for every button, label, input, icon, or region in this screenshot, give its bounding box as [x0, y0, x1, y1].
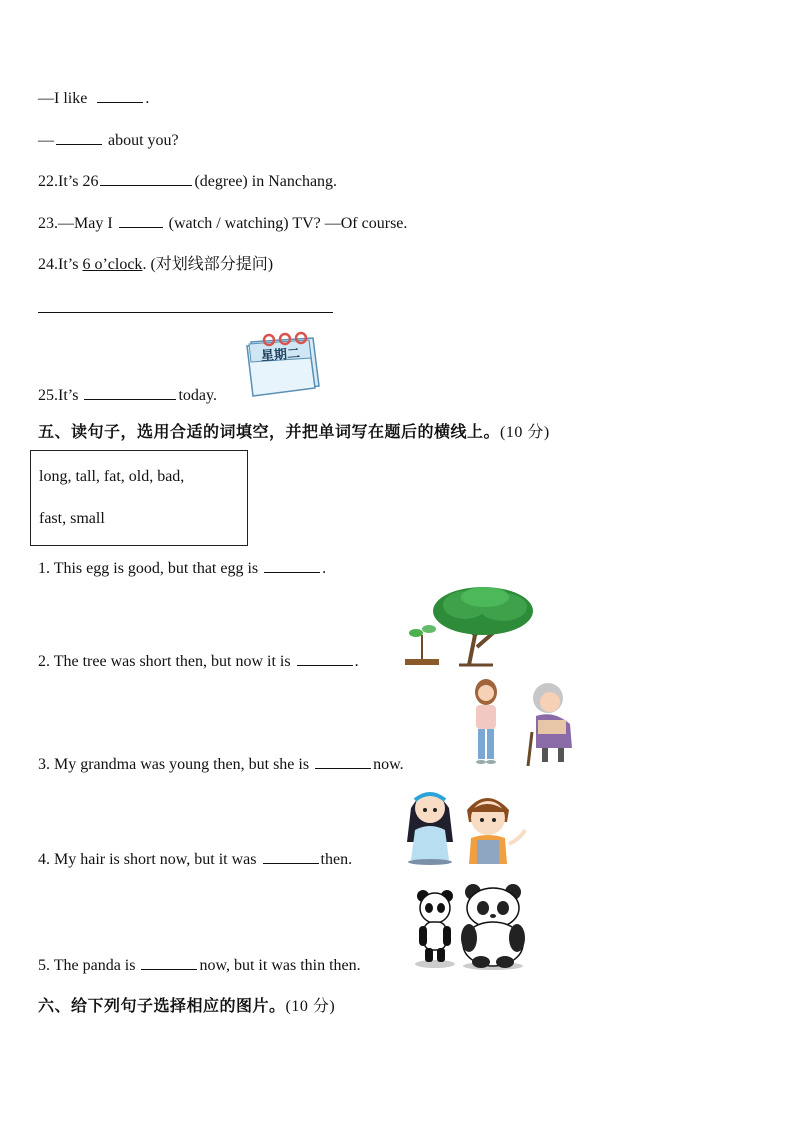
young-woman-and-grandma-picture — [466, 676, 586, 768]
calendar-icon — [243, 328, 323, 398]
word-bank-line-1: long, tall, fat, old, bad, — [39, 468, 185, 485]
seedling-and-tree-picture — [403, 585, 543, 667]
question-23: 23.—May I (watch / watching) TV? —Of course. — [38, 215, 408, 232]
answer-blank[interactable] — [141, 955, 197, 970]
question-24: 24.It’s 6 o’clock. (对划线部分提问) — [38, 256, 274, 273]
item-1: 1. This egg is good, but that egg is . — [38, 560, 327, 577]
answer-blank[interactable] — [263, 849, 319, 864]
answer-blank[interactable] — [56, 130, 102, 145]
answer-blank[interactable] — [119, 213, 163, 228]
section-5-heading: 五、读句子，选用合适的词填空，并把单词写在题后的横线上。(10 分) — [38, 422, 550, 441]
answer-blank[interactable] — [97, 88, 143, 103]
question-25: 25.It’s today. — [38, 387, 217, 404]
word-bank-line-2: fast, small — [39, 510, 105, 527]
word-bank-box — [30, 450, 248, 546]
answer-line-24[interactable] — [38, 312, 333, 313]
thin-and-fat-panda-picture — [413, 882, 533, 972]
answer-blank[interactable] — [100, 171, 192, 186]
dialogue-line-1: —I like . — [38, 90, 150, 107]
long-hair-and-short-hair-picture — [403, 782, 543, 866]
item-5: 5. The panda is now, but it was thin then. — [38, 957, 361, 974]
item-2: 2. The tree was short then, but now it is . — [38, 653, 359, 670]
question-22: 22.It’s 26 (degree) in Nanchang. — [38, 173, 338, 190]
answer-blank[interactable] — [297, 651, 353, 666]
section-6-heading: 六、给下列句子选择相应的图片。(10 分) — [38, 996, 336, 1015]
item-3: 3. My grandma was young then, but she is now. — [38, 756, 404, 773]
item-4: 4. My hair is short now, but it was then. — [38, 851, 353, 868]
answer-blank[interactable] — [84, 385, 176, 400]
answer-blank[interactable] — [315, 754, 371, 769]
dialogue-line-2: — about you? — [38, 132, 179, 149]
calendar-label: 星期二 — [260, 346, 301, 365]
answer-blank[interactable] — [264, 558, 320, 573]
underlined-phrase: 6 o’clock — [82, 256, 143, 273]
